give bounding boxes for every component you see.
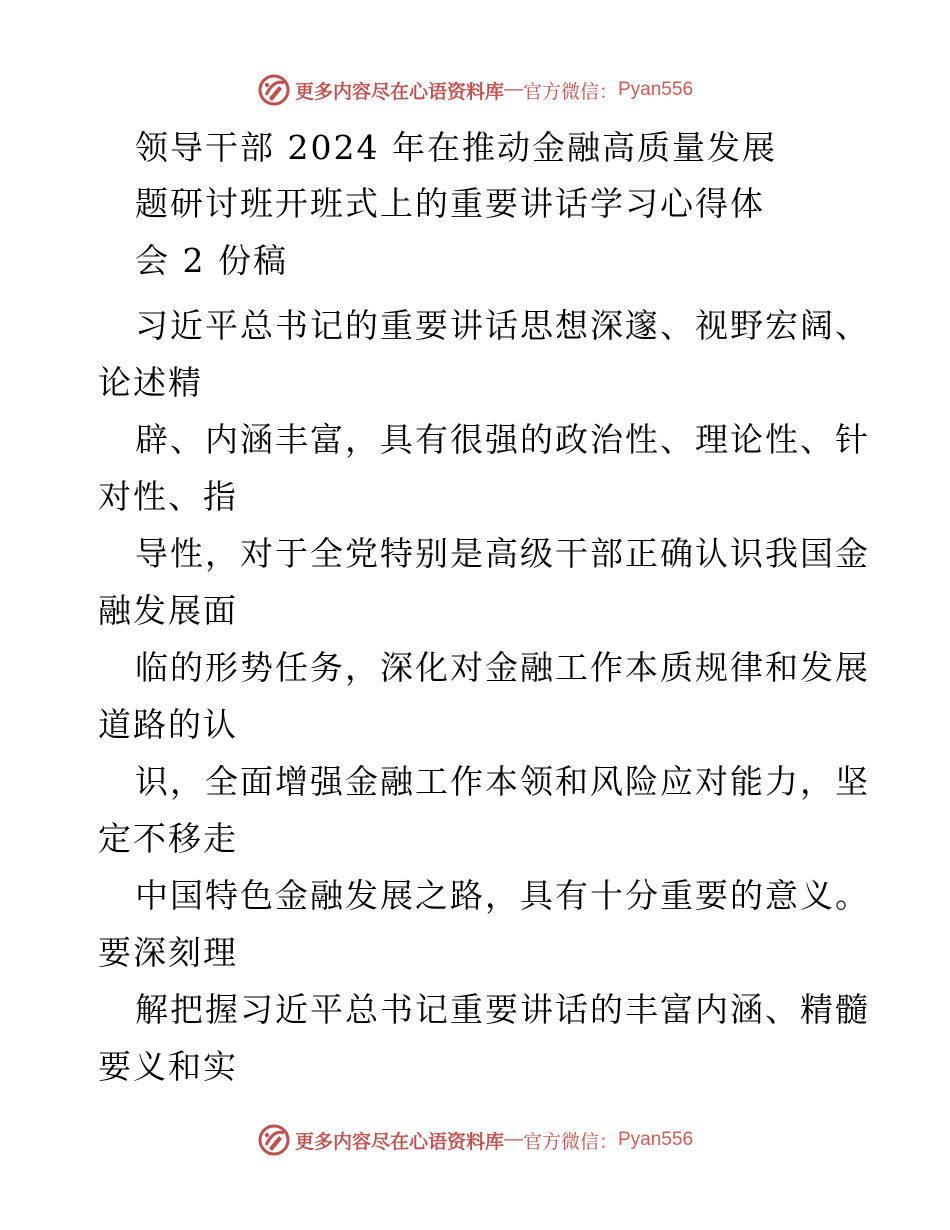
doc-body-line-12: 要深刻理 — [98, 933, 238, 972]
doc-title-line-2: 题研讨班开班式上的重要讲话学习心得体 — [135, 184, 765, 223]
banner-wechat-label: 官方微信： — [522, 81, 618, 103]
doc-body-line-8: 道路的认 — [98, 705, 238, 744]
doc-body-line-1: 习近平总书记的重要讲话思想深邃、视野宏阔、 — [135, 306, 870, 345]
banner-separator: — — [503, 1129, 523, 1150]
header-banner — [0, 70, 950, 110]
doc-body-line-2: 论述精 — [98, 363, 203, 402]
library-logo-icon — [257, 73, 291, 107]
banner-separator: — — [503, 79, 523, 100]
doc-body-line-10: 定不移走 — [98, 819, 238, 858]
doc-body-line-6: 融发展面 — [98, 591, 238, 630]
banner-wechat-id: Pyan556 — [618, 1129, 694, 1150]
doc-body-line-11: 中国特色金融发展之路，具有十分重要的意义。 — [135, 876, 870, 915]
doc-title-line-1: 领导干部 2024 年在推动金融高质量发展 — [135, 128, 777, 167]
doc-body-line-9: 识，全面增强金融工作本领和风险应对能力，坚 — [135, 762, 870, 801]
library-logo-icon — [257, 1123, 291, 1157]
doc-body-line-5: 导性，对于全党特别是高级干部正确认识我国金 — [135, 534, 870, 573]
doc-body-line-3: 辟、内涵丰富，具有很强的政治性、理论性、针 — [135, 420, 870, 459]
doc-body-line-7: 临的形势任务，深化对金融工作本质规律和发展 — [135, 648, 870, 687]
banner-main-text: 更多内容尽在心语资料库 — [294, 81, 504, 103]
doc-body-line-13: 解把握习近平总书记重要讲话的丰富内涵、精髓 — [135, 990, 870, 1029]
doc-body-line-4: 对性、指 — [98, 477, 238, 516]
banner-wechat-label: 官方微信： — [522, 1131, 618, 1153]
footer-banner — [0, 1120, 950, 1160]
banner-wechat-id: Pyan556 — [618, 79, 694, 100]
doc-title-line-3: 会 2 份稿 — [135, 241, 288, 280]
banner-main-text: 更多内容尽在心语资料库 — [294, 1131, 504, 1153]
doc-body-line-14: 要义和实 — [98, 1047, 238, 1086]
